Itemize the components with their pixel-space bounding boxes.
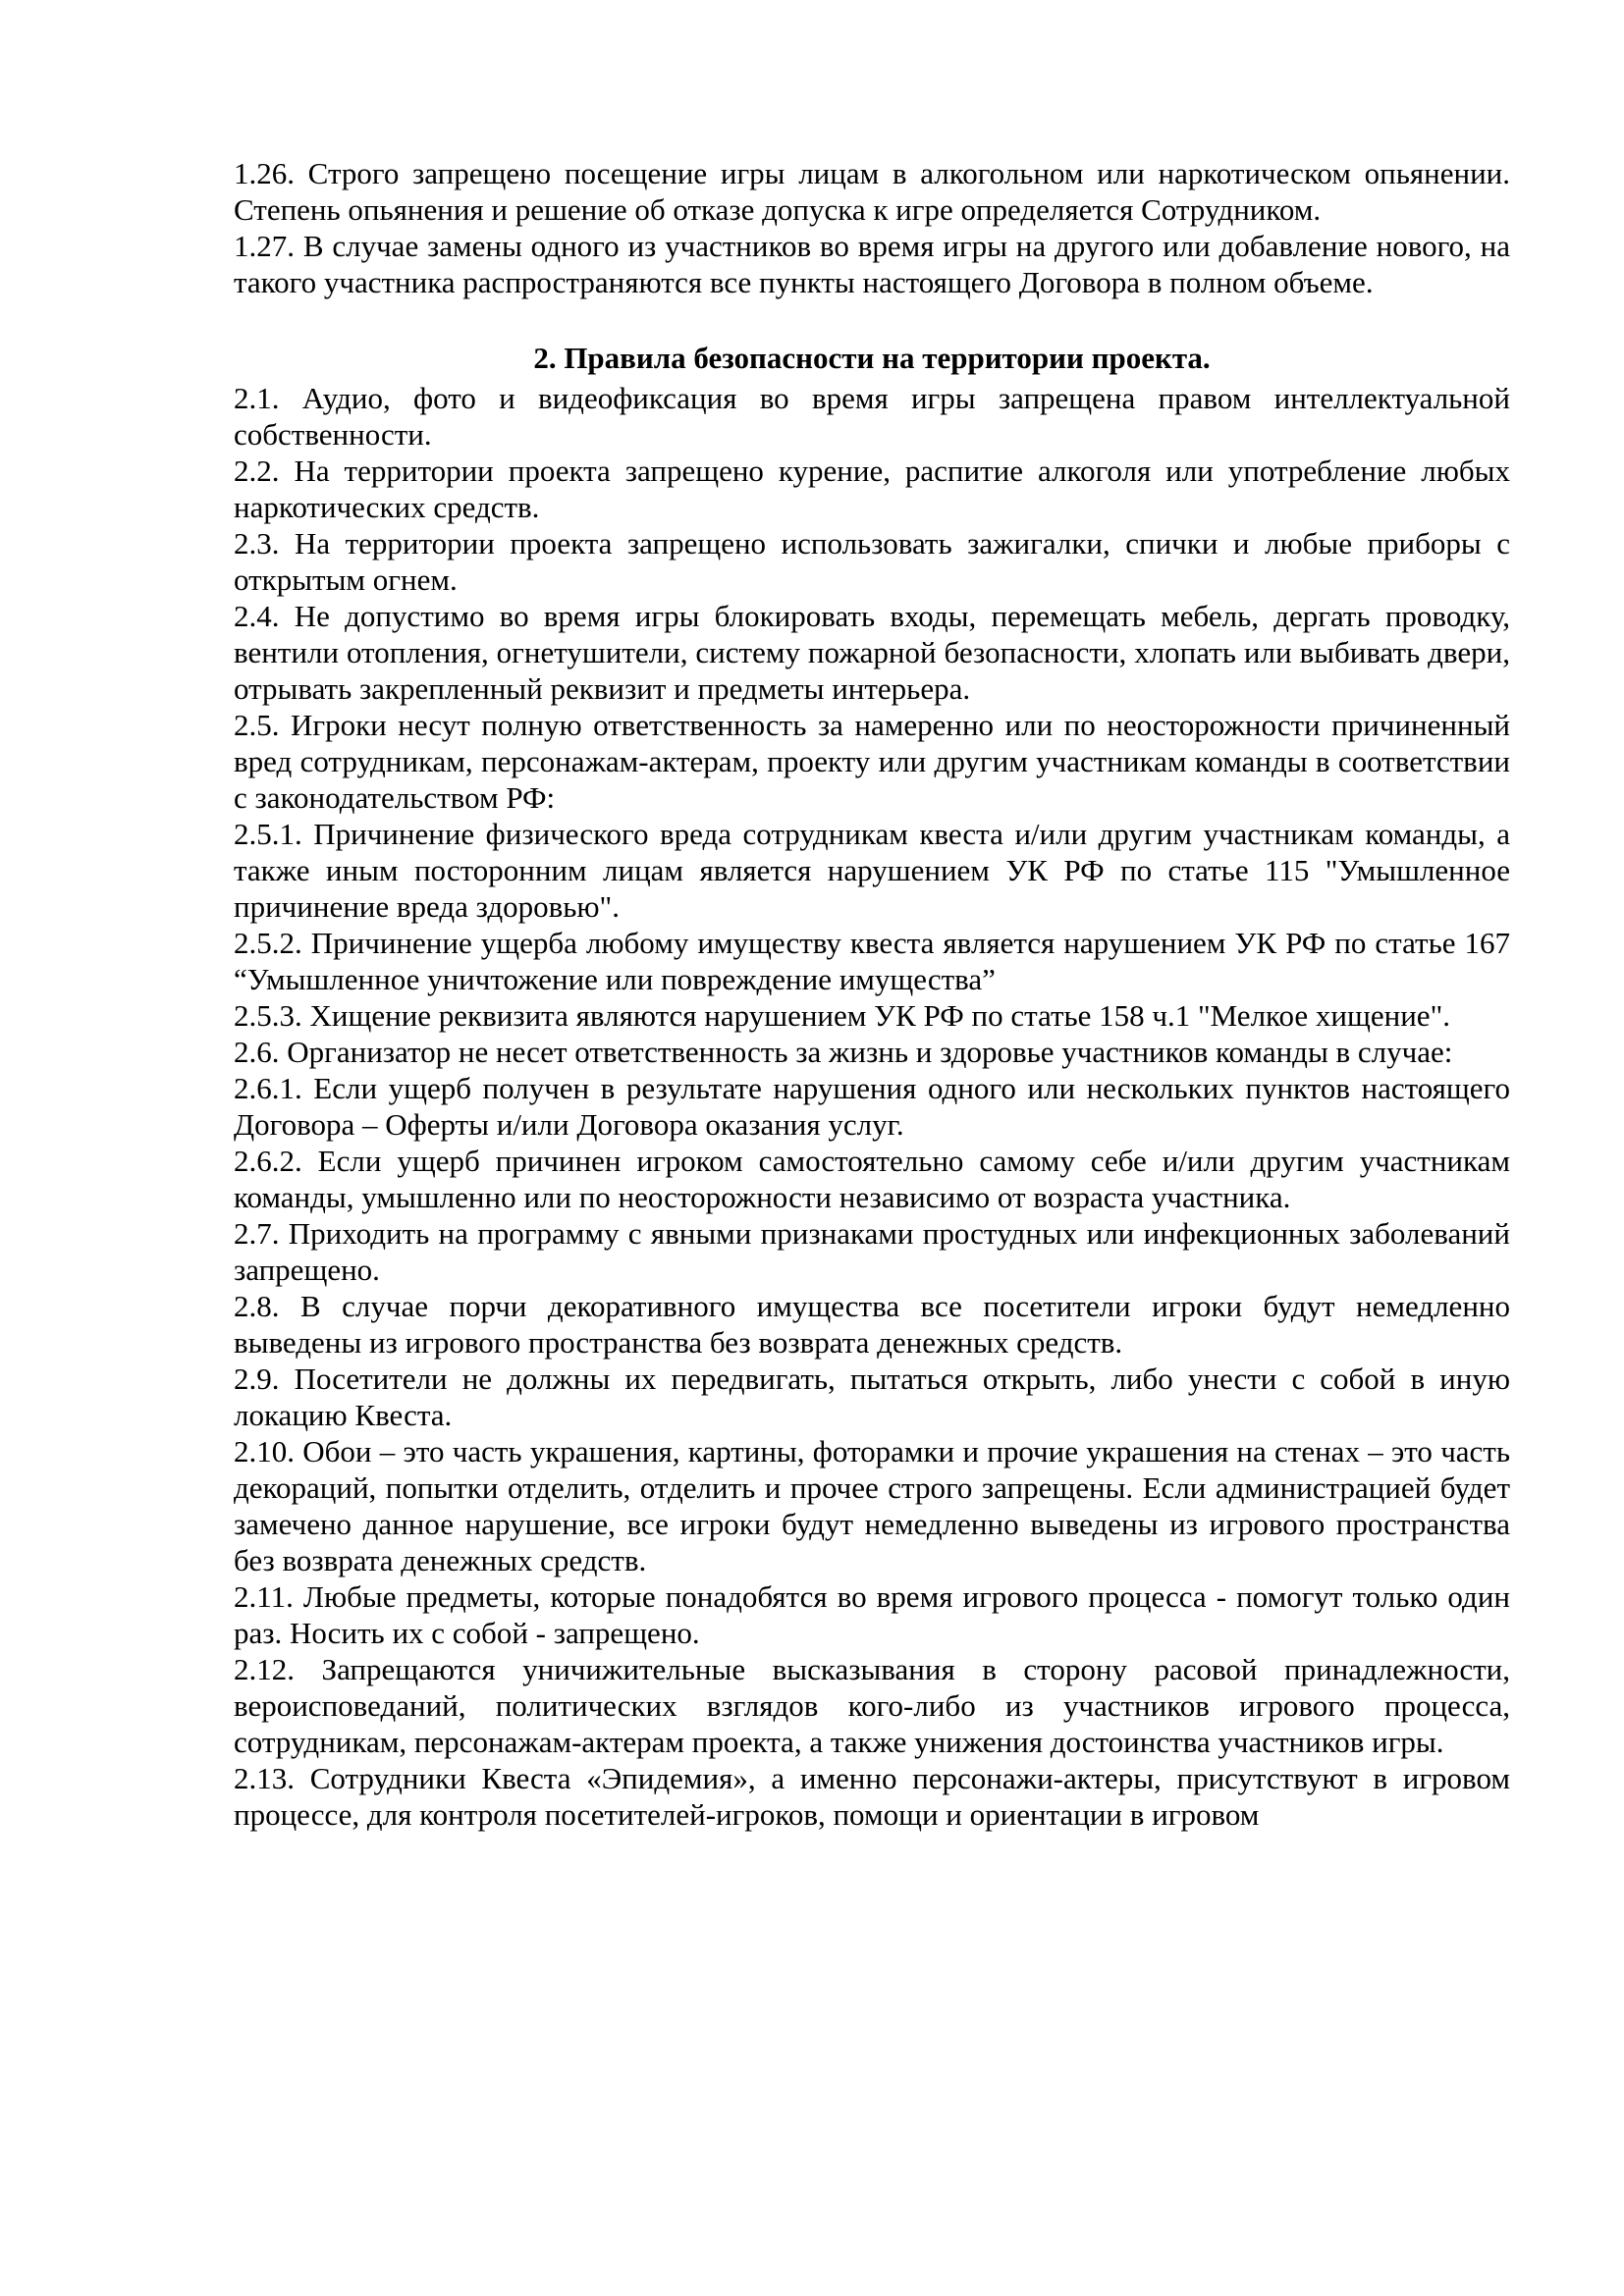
clause-2-6-1: 2.6.1. Если ущерб получен в результате нарушения одного или нескольких пунктов настоящего Договора – Оферты и/или Договора оказания услуг.: [234, 1071, 1510, 1142]
clause-2-11: 2.11. Любые предметы, которые понадобятся во время игрового процесса - помогут только один раз. Носить их с собой - запрещено.: [234, 1579, 1510, 1650]
section-2-heading: 2. Правила безопасности на территории проекта.: [533, 341, 1211, 375]
clause-2-7: 2.7. Приходить на программу с явными признаками простудных или инфекционных заболеваний запрещено.: [234, 1216, 1510, 1287]
clause-2-5-3: 2.5.3. Хищение реквизита являются нарушением УК РФ по статье 158 ч.1 "Мелкое хищение".: [234, 998, 1450, 1033]
clause-1-27: 1.27. В случае замены одного из участников во время игры на другого или добавление нового, на такого участника распространяются все пункты настоящего Договора в полном объеме.: [234, 229, 1510, 299]
clause-2-8: 2.8. В случае порчи декоративного имущества все посетители игроки будут немедленно выведены из игрового пространства без возврата денежных средств.: [234, 1289, 1510, 1360]
clause-2-12: 2.12. Запрещаются уничижительные высказывания в сторону расовой принадлежности, вероисповеданий, политических взглядов кого-либо из участников игрового процесса, сотрудникам, персонажам-актерам проекта, а также унижения достоинства участников игры.: [234, 1652, 1510, 1759]
document-page: [234, 155, 1510, 1833]
clause-2-1: 2.1. Аудио, фото и видеофиксация во время игры запрещена правом интеллектуальной собственности.: [234, 381, 1510, 452]
clause-2-3: 2.3. На территории проекта запрещено использовать зажигалки, спички и любые приборы с открытым огнем.: [234, 526, 1510, 597]
clause-2-6: 2.6. Организатор не несет ответственность за жизнь и здоровье участников команды в случае:: [234, 1035, 1453, 1069]
clause-2-4: 2.4. Не допустимо во время игры блокировать входы, перемещать мебель, дергать проводку, вентили отопления, огнетушители, систему пожарной безопасности, хлопать или выбивать двери, отрывать закрепленный реквизит и предметы интерьера.: [234, 599, 1510, 706]
clause-2-13: 2.13. Сотрудники Квеста «Эпидемия», а именно персонажи-актеры, присутствуют в игровом процессе, для контроля посетителей-игроков, помощи и ориентации в игровом: [234, 1761, 1510, 1832]
clause-2-9: 2.9. Посетители не должны их передвигать, пытаться открыть, либо унести с собой в иную локацию Квеста.: [234, 1362, 1510, 1432]
clause-1-26: 1.26. Строго запрещено посещение игры лицам в алкогольном или наркотическом опьянении. Степень опьянения и решение об отказе допуска к игре определяется Сотрудником.: [234, 156, 1510, 227]
clause-2-5-2: 2.5.2. Причинение ущерба любому имуществу квеста является нарушением УК РФ по статье 167 “Умышленное уничтожение или повреждение имущества”: [234, 926, 1510, 996]
clause-2-6-2: 2.6.2. Если ущерб причинен игроком самостоятельно самому себе и/или другим участникам команды, умышленно или по неосторожности независимо от возраста участника.: [234, 1144, 1510, 1214]
clause-2-10: 2.10. Обои – это часть украшения, картины, фоторамки и прочие украшения на стенах – это часть декораций, попытки отделить, отделить и прочее строго запрещены. Если администрацией будет замечено данное нарушение, все игроки будут немедленно выведены из игрового пространства без возврата денежных средств.: [234, 1434, 1510, 1577]
clause-2-5-1: 2.5.1. Причинение физического вреда сотрудникам квеста и/или другим участникам команды, а также иным посторонним лицам является нарушением УК РФ по статье 115 "Умышленное причинение вреда здоровью".: [234, 817, 1510, 924]
section-spacer: [234, 300, 1510, 340]
clause-2-2: 2.2. На территории проекта запрещено курение, распитие алкоголя или употребление любых наркотических средств.: [234, 454, 1510, 524]
clause-2-5: 2.5. Игроки несут полную ответственность за намеренно или по неосторожности причиненный вред сотрудникам, персонажам-актерам, проекту или другим участникам команды в соответствии с законодательством РФ:: [234, 708, 1510, 815]
